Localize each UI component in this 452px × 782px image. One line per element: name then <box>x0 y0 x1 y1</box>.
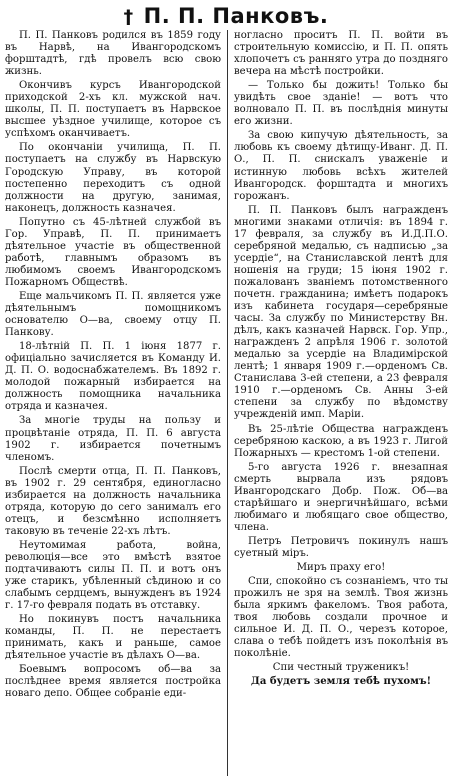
paragraph: 18-лѣтній П. П. 1 іюня 1877 г. офиціально зачисляется въ Команду И. Д. П. О. водоснабжателемъ. Въ 1892 г. молодой пожарный избирается на должность помощника начальника отряда и казначея. <box>5 341 221 413</box>
paragraph: П. П. Панковъ родился въ 1859 году въ Нарвѣ, на Ивангородскомъ форштадтѣ, гдѣ провелъ всю свою жизнь. <box>5 30 221 78</box>
paragraph: Петръ Петровичъ покинулъ нашъ суетный міръ. <box>234 535 448 559</box>
closing-line: Спи честный труженикъ! <box>272 662 410 674</box>
paragraph: П. П. Панковъ былъ награжденъ многими знаками отличія: въ 1894 г. 17 февраля, за службу въ И.Д.П.О. серебряной медалью, съ надписью „за усердіе“, на Станиславской лентѣ для ношенія на груди; 15 іюня 1902 г. пожалованъ званіемъ потомственного почетн. гражданина; имѣетъ подарокъ изъ кабинета государя—серебряные часы. За службу по Министерству Вн. дѣлъ, какъ казначей Нарвск. Гор. Упр., награжденъ 2 апрѣля 1906 г. золотой медалью за усердіе на Владимірской лентѣ; 1 января 1909 г.—орденомъ Св. Станислава 3-ей степени, а 23 февраля 1910 г.—орденомъ Св. Анны 3-ей степени за службу по вѣдомству учрежденій имп. Маріи. <box>234 204 448 421</box>
paragraph: ногласно проситъ П. П. войти въ строительную комиссію, и П. П. опять хлопочетъ съ ранняго утра до поздняго вечера на мѣстѣ постройки. <box>234 30 448 78</box>
paragraph: Но покинувъ постъ начальника команды, П. П. не перестаетъ принимать, какъ и раньше, самое дѣятельное участіе въ дѣлахъ О—ва. <box>5 614 221 662</box>
closing-line: Да будетъ земля тебѣ пухомъ! <box>250 676 432 688</box>
paragraph: За свою кипучую дѣятельность, за любовь къ своему дѣтищу-Иванг. Д. П. О., П. П. снискалъ уваженіе и истинную любовь всѣхъ жителей Ивангородск. форштадта и многихъ горожанъ. <box>234 130 448 202</box>
paragraph: За многіе труды на пользу и процвѣтаніе отряда, П. П. 6 августа 1902 г. избирается почетнымъ членомъ. <box>5 415 221 463</box>
paragraph: Миръ праху его! <box>296 562 386 574</box>
paragraph: Попутно съ 45-лѣтней службой въ Гор. Управѣ, П. П. принимаетъ дѣятельное участіе въ общественной работѣ, главнымъ образомъ въ любимомъ своемъ Ивангородскомъ Пожарномъ Обществѣ. <box>5 216 221 288</box>
paragraph: Еще мальчикомъ П. П. является уже дѣятельнымъ помощникомъ основателю О—ва, своему отцу П. Панкову. <box>5 290 221 339</box>
paragraph: Боевымъ вопросомъ об—ва за послѣднее время является постройка новаго депо. Общее собраніе еди- <box>5 664 221 700</box>
paragraph: — Только бы дожить! Только бы увидѣть свое зданіе! — вотъ что волновало П. П. въ послѣднія минуты его жизни. <box>234 80 448 128</box>
right-column <box>234 30 448 778</box>
paragraph: Спи, спокойно съ сознаніемъ, что ты прожилъ не зря на землѣ. Твоя жизнь была яркимъ факеломъ. Твоя работа, твоя любовь создали прочное и сильное И. Д. П. О., черезъ которое, слава о тебѣ пойдетъ изъ поколѣнія въ поколѣніе. <box>234 576 448 660</box>
obituary-name: П. П. Панковъ. <box>143 4 329 28</box>
paragraph: По окончаніи училища, П. П. поступаетъ на службу въ Нарвскую Городскую Управу, въ которой постепенно переходитъ съ одной должности на другую, занимая, наконецъ, должность казначея. <box>5 142 221 214</box>
paragraph: Послѣ смерти отца, П. П. Панковъ, въ 1902 г. 29 сентября, единогласно избирается на должность начальника отряда, которую до сего занималъ его отецъ, и безсмѣнно исполняетъ таковую въ теченіе 22-хъ лѣтъ. <box>5 465 221 537</box>
cross-icon: † <box>123 6 134 28</box>
paragraph: 5-го августа 1926 г. внезапная смерть вырвала изъ рядовъ Ивангородскаго Добр. Пож. Об—ва старѣйшаго и энергичнѣйшаго, всѣми любимаго и любящаго свое общество, члена. <box>234 461 448 533</box>
paragraph: Окончивъ курсъ Ивангородской приходской 2-хъ кл. мужской нач. школы, П. П. поступаетъ въ Нарвское высшее уѣздное училище, которое съ успѣхомъ оканчиваетъ. <box>5 80 221 140</box>
column-divider <box>227 30 228 776</box>
left-column <box>5 30 221 778</box>
paragraph: Въ 25-лѣтіе Общества награжденъ серебряною каскою, а въ 1923 г. Лигой Пожарныхъ — крестомъ 1-ой степени. <box>234 423 448 459</box>
paragraph: Неутомимая работа, война, революція—все это вмѣстѣ взятое подтачиваютъ силы П. П. и вотъ онъ уже старикъ, убѣленный сѣдиною и со слабымъ сердцемъ, вынужденъ въ 1924 г. 17-го февраля подать въ отставку. <box>5 539 221 612</box>
obituary-title <box>0 3 452 29</box>
